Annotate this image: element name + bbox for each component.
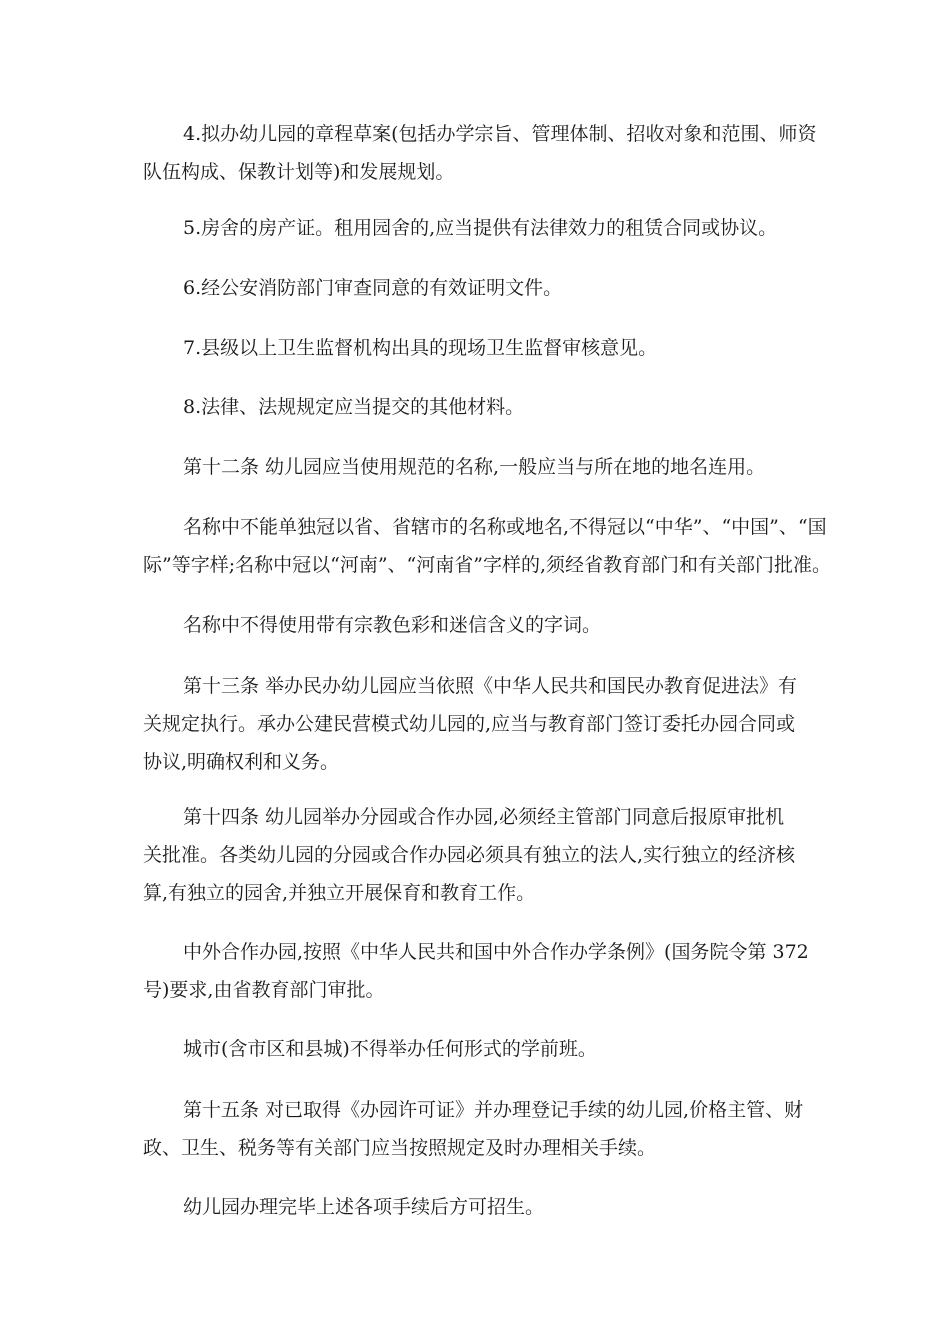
text-line: 7.县级以上卫生监督机构出具的现场卫生监督审核意见。 bbox=[183, 337, 658, 359]
text-line: 4.拟办幼儿园的章程草案(包括办学宗旨、管理体制、招收对象和范围、师资 bbox=[183, 123, 817, 145]
paragraph-article-15 bbox=[143, 1091, 833, 1167]
text-line: 队伍构成、保教计划等)和发展规划。 bbox=[143, 161, 455, 183]
paragraph-item-6 bbox=[143, 269, 833, 307]
paragraph-name-restriction bbox=[143, 606, 833, 644]
paragraph-enrollment bbox=[143, 1188, 833, 1226]
text-line: 关规定执行。承办公建民营模式幼儿园的,应当与教育部门签订委托办园合同或 bbox=[143, 713, 796, 735]
text-line: 8.法律、法规规定应当提交的其他材料。 bbox=[183, 396, 525, 418]
text-line: 际”等字样;名称中冠以“河南”、“河南省”字样的,须经省教育部门和有关部门批准。 bbox=[143, 554, 832, 576]
paragraph-article-14 bbox=[143, 798, 833, 912]
text-line: 第十四条 幼儿园举办分园或合作办园,必须经主管部门同意后报原审批机 bbox=[183, 806, 785, 828]
text-line: 城市(含市区和县城)不得举办任何形式的学前班。 bbox=[183, 1038, 597, 1060]
text-line: 号)要求,由省教育部门审批。 bbox=[143, 979, 385, 1001]
paragraph-name-rules bbox=[143, 508, 833, 584]
text-line: 第十三条 举办民办幼儿园应当依照《中华人民共和国民办教育促进法》有 bbox=[183, 675, 798, 697]
text-line: 6.经公安消防部门审查同意的有效证明文件。 bbox=[183, 277, 563, 299]
text-line: 5.房舍的房产证。租用园舍的,应当提供有法律效力的租赁合同或协议。 bbox=[183, 217, 778, 239]
text-line: 算,有独立的园舍,并独立开展保育和教育工作。 bbox=[143, 882, 536, 904]
paragraph-preschool-class bbox=[143, 1030, 833, 1068]
text-line: 名称中不能单独冠以省、省辖市的名称或地名,不得冠以“中华”、“中国”、“国 bbox=[183, 516, 827, 538]
paragraph-item-8 bbox=[143, 388, 833, 426]
text-line: 第十五条 对已取得《办园许可证》并办理登记手续的幼儿园,价格主管、财 bbox=[183, 1099, 804, 1121]
text-line: 第十二条 幼儿园应当使用规范的名称,一般应当与所在地的地名连用。 bbox=[183, 456, 766, 478]
paragraph-item-4 bbox=[143, 115, 833, 191]
text-line: 幼儿园办理完毕上述各项手续后方可招生。 bbox=[183, 1196, 545, 1218]
paragraph-item-5 bbox=[143, 209, 833, 247]
paragraph-article-13 bbox=[143, 667, 833, 781]
text-line: 关批准。各类幼儿园的分园或合作办园必须具有独立的法人,实行独立的经济核 bbox=[143, 844, 796, 866]
paragraph-sino-foreign bbox=[143, 933, 833, 1009]
text-line: 协议,明确权利和义务。 bbox=[143, 751, 340, 773]
paragraph-article-12 bbox=[143, 448, 833, 486]
paragraph-item-7 bbox=[143, 329, 833, 367]
text-line: 中外合作办园,按照《中华人民共和国中外合作办学条例》(国务院令第 372 bbox=[183, 941, 809, 963]
text-line: 政、卫生、税务等有关部门应当按照规定及时办理相关手续。 bbox=[143, 1137, 657, 1159]
text-line: 名称中不得使用带有宗教色彩和迷信含义的字词。 bbox=[183, 614, 602, 636]
